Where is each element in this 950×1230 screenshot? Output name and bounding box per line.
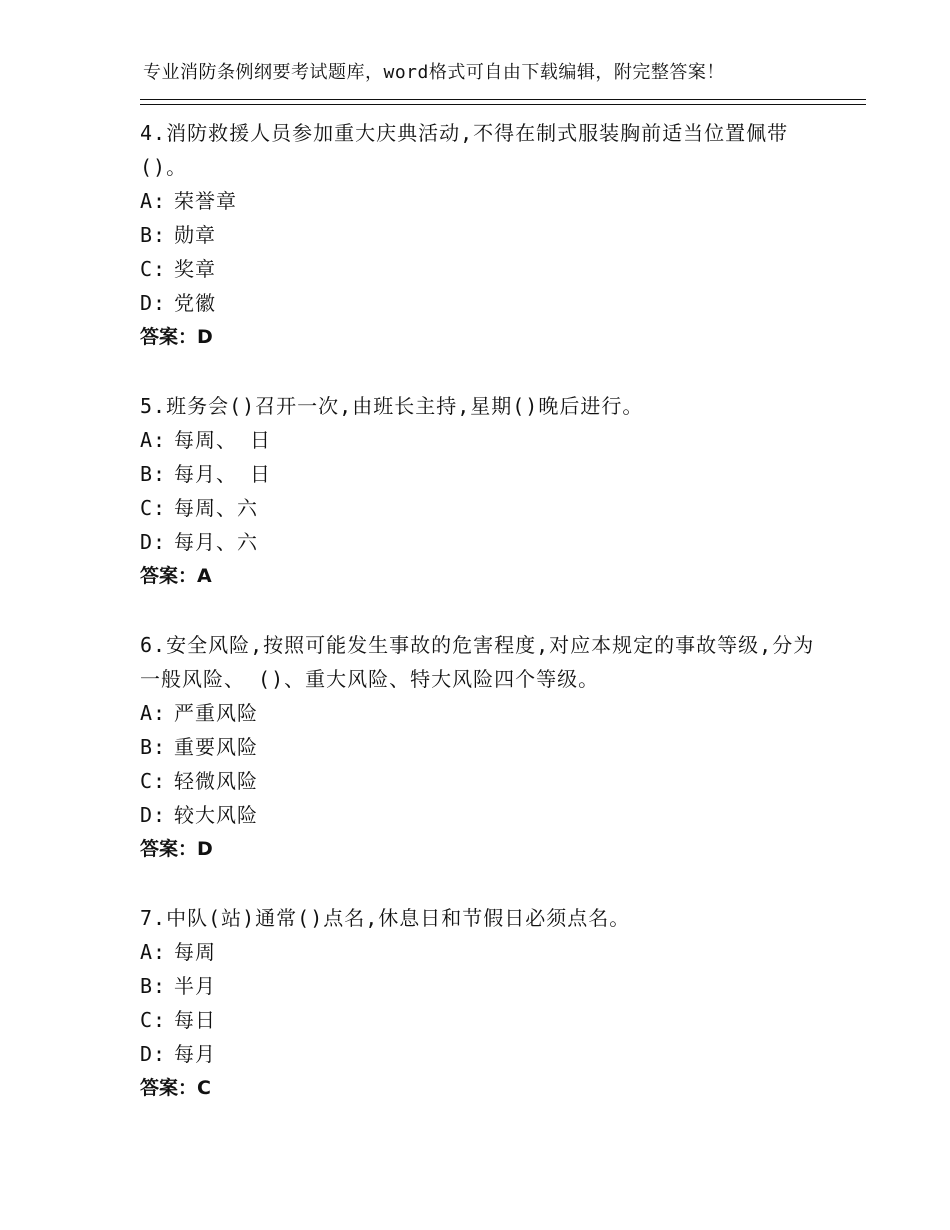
option-text: 党徽	[174, 291, 216, 315]
option-text: 每周、 日	[174, 428, 272, 452]
option-c	[140, 252, 830, 286]
option-key: A:	[140, 940, 167, 964]
answer-line: 答案：D	[140, 326, 213, 348]
option-a	[140, 423, 830, 457]
page-header: 专业消防条例纲要考试题库，word格式可自由下载编辑，附完整答案！	[143, 62, 725, 83]
option-key: B:	[140, 974, 167, 998]
option-key: C:	[140, 257, 167, 281]
option-text: 每日	[174, 1008, 216, 1032]
option-d	[140, 286, 830, 320]
option-key: D:	[140, 803, 167, 827]
option-d	[140, 525, 830, 559]
option-text: 每月	[174, 1042, 216, 1066]
question-list	[140, 116, 830, 1140]
answer-line: 答案：D	[140, 838, 213, 860]
option-d	[140, 1037, 830, 1071]
option-b	[140, 457, 830, 491]
option-key: A:	[140, 701, 167, 725]
answer-line: 答案：A	[140, 565, 212, 587]
option-text: 轻微风险	[174, 769, 258, 793]
question-6	[140, 628, 830, 866]
option-key: B:	[140, 223, 167, 247]
question-stem: 5.班务会()召开一次,由班长主持,星期()晚后进行。	[140, 394, 644, 418]
question-stem: 7.中队(站)通常()点名,休息日和节假日必须点名。	[140, 906, 631, 930]
header-double-rule	[140, 99, 866, 105]
option-b	[140, 218, 830, 252]
option-key: D:	[140, 530, 167, 554]
option-text: 每周、六	[174, 496, 258, 520]
option-b	[140, 969, 830, 1003]
option-text: 半月	[174, 974, 216, 998]
answer-line: 答案：C	[140, 1077, 211, 1099]
option-c	[140, 491, 830, 525]
option-text: 每月、 日	[174, 462, 272, 486]
option-key: D:	[140, 291, 167, 315]
option-key: B:	[140, 735, 167, 759]
option-key: C:	[140, 496, 167, 520]
option-b	[140, 730, 830, 764]
option-text: 较大风险	[174, 803, 258, 827]
option-key: C:	[140, 1008, 167, 1032]
option-text: 严重风险	[174, 701, 258, 725]
option-key: D:	[140, 1042, 167, 1066]
option-text: 每周	[174, 940, 216, 964]
option-a	[140, 935, 830, 969]
option-a	[140, 696, 830, 730]
question-7	[140, 901, 830, 1105]
option-key: C:	[140, 769, 167, 793]
option-key: A:	[140, 189, 167, 213]
option-c	[140, 1003, 830, 1037]
option-c	[140, 764, 830, 798]
option-text: 勋章	[174, 223, 216, 247]
question-stem: 6.安全风险,按照可能发生事故的危害程度,对应本规定的事故等级,分为一般风险、 ()、重大风险、特大风险四个等级。	[140, 633, 815, 691]
question-stem: 4.消防救援人员参加重大庆典活动,不得在制式服装胸前适当位置佩带()。	[140, 121, 789, 179]
option-d	[140, 798, 830, 832]
option-a	[140, 184, 830, 218]
question-5	[140, 389, 830, 593]
option-text: 重要风险	[174, 735, 258, 759]
question-4	[140, 116, 830, 354]
option-text: 每月、六	[174, 530, 258, 554]
option-text: 荣誉章	[174, 189, 237, 213]
option-text: 奖章	[174, 257, 216, 281]
option-key: B:	[140, 462, 167, 486]
option-key: A:	[140, 428, 167, 452]
